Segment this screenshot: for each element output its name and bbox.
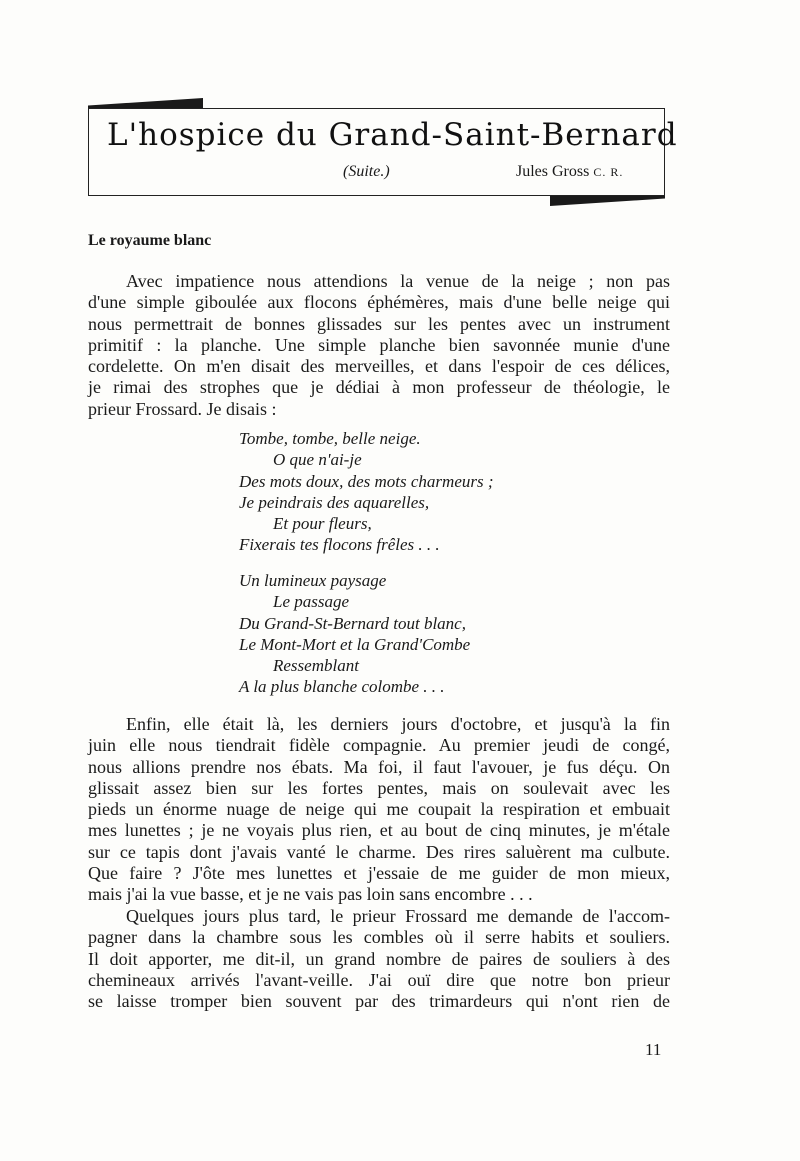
poem-verse: Ressemblant [273,656,359,676]
poem-verse: Tombe, tombe, belle neige. [239,429,421,448]
poem-stanza-1 [239,428,494,556]
section-title: Le royaume blanc [88,232,212,249]
poem-verse: Et pour fleurs, [273,514,372,534]
paragraph-line: prieur Frossard. Je disais : [88,398,277,419]
author-suffix: C. R. [593,165,624,179]
paragraph-line: cordelette. On m'en disait des merveilles, et dans l'espoir de ces délices, [88,356,670,377]
paragraph-line: mes lunettes ; je ne voyais plus rien, et au bout de cinq minutes, je m'étale [88,820,670,841]
poem-stanza-2 [239,570,470,698]
paragraph-line: je rimai des strophes que je dédiai à mon professeur de théologie, le [88,377,670,398]
paragraph-line: primitif : la planche. Une simple planche bien savonnée munie d'une [88,334,670,355]
paragraph-line: d'une simple giboulée aux flocons éphémères, mais d'une belle neige qui [88,292,670,313]
title-box [88,108,678,196]
author-line [516,163,623,181]
paragraph-line: mais j'ai la vue basse, et je ne vais pas loin sans encombre . . . [88,884,533,905]
poem-verse: Le passage [273,592,350,612]
paragraph-line: chemineaux arrivés l'avant-veille. J'ai ouï dire que notre bon prieur [88,969,670,990]
poem-verse: Je peindrais des aquarelles, [239,492,430,512]
paragraph-1 [88,271,670,420]
poem-verse: Le Mont-Mort et la Grand'Combe [239,634,471,654]
article-title: L'hospice du Grand-Saint-Bernard [107,117,678,153]
paragraph-2 [88,714,670,906]
poem-verse: A la plus blanche colombe . . . [239,677,445,697]
paragraph-line: Que faire ? J'ôte mes lunettes et j'essaie de me guider de mon mieux, [88,863,670,884]
page-number: 11 [645,1040,662,1059]
bottom-decorative-bar [550,196,665,206]
paragraph-line: se laisse tromper bien souvent par des trimardeurs qui n'ont rien de [88,991,670,1012]
paragraph-line: Il doit apporter, me dit-il, un grand nombre de paires de souliers à des [88,948,670,969]
paragraph-3 [88,906,670,1012]
paragraph-line: Enfin, elle était là, les derniers jours d'octobre, et jusqu'à la fin [126,714,670,734]
top-decorative-bar [88,98,203,108]
paragraph-line: nous allions prendre nos ébats. Ma foi, il faut l'avouer, je fus déçu. On [88,756,670,777]
paragraph-line: Avec impatience nous attendions la venue de la neige ; non pas [126,271,670,291]
paragraph-line: pagner dans la chambre sous les combles où il serre habits et souliers. [88,927,670,948]
paragraph-line: juin elle nous tiendrait fidèle compagnie. Au premier jeudi de congé, [88,735,670,756]
subtitle: (Suite.) [343,163,390,180]
paragraph-line: nous permettrait de bonnes glissades sur les pentes avec un instrument [88,313,670,334]
poem-verse: Fixerais tes flocons frêles . . . [239,535,440,555]
paragraph-line: pieds un énorme nuage de neige qui me coupait la respiration et embuait [88,799,670,820]
poem-verse: Des mots doux, des mots charmeurs ; [239,471,494,491]
paragraph-line: glissait assez bien sur les fortes pentes, mais on soulevait avec les [88,777,670,798]
poem-verse: O que n'ai-je [273,450,362,470]
poem-verse: Un lumineux paysage [239,571,387,590]
paragraph-line: sur ce tapis dont j'avais vanté le charme. Des rires saluèrent ma culbute. [88,841,670,862]
author-name: Jules Gross [516,163,590,180]
paragraph-line: Quelques jours plus tard, le prieur Frossard me demande de l'accom- [126,906,670,926]
poem-verse: Du Grand-St-Bernard tout blanc, [239,613,466,633]
